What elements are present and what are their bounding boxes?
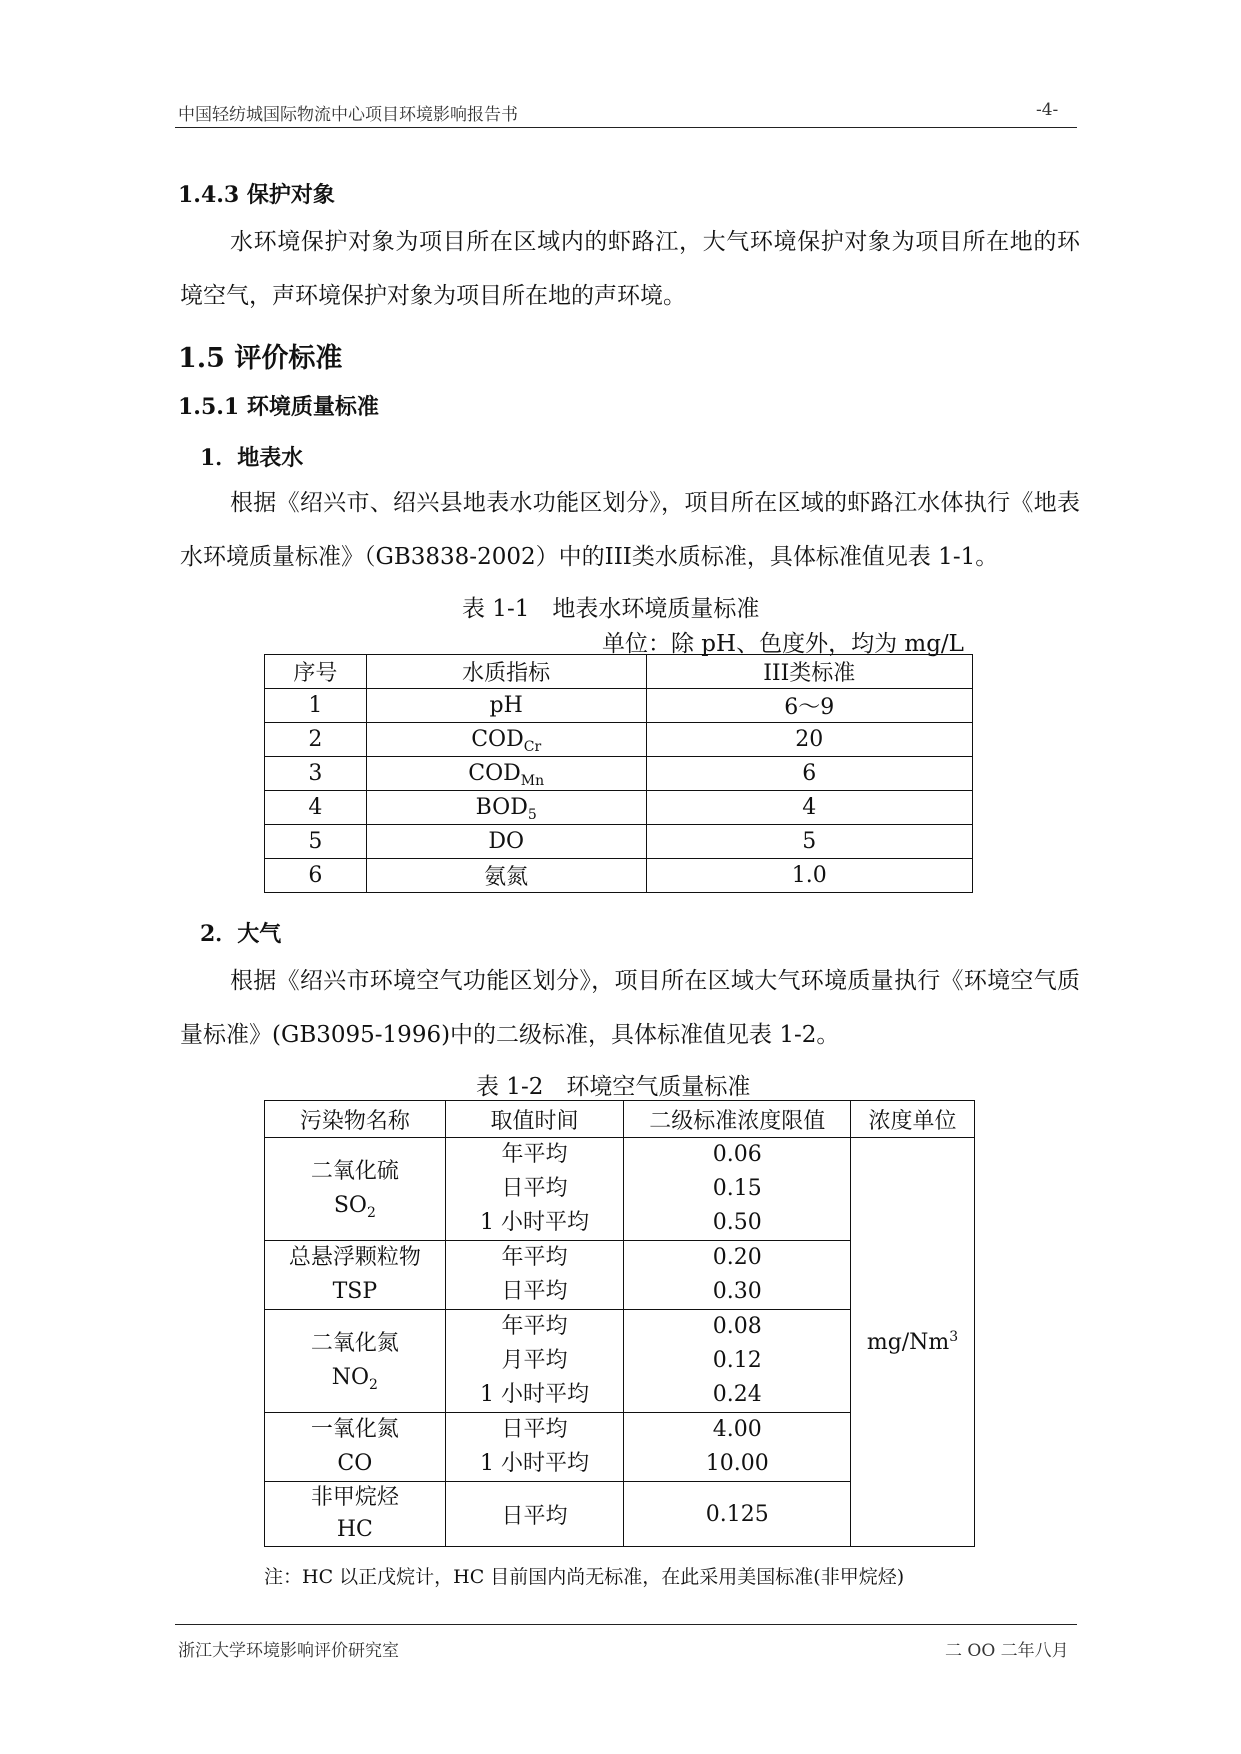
limit-value: 10.00	[705, 1451, 769, 1476]
table1-cell-indicator	[366, 859, 646, 893]
period: 日平均	[501, 1279, 568, 1304]
table1-cell-no: 5	[265, 825, 367, 859]
unit-cell	[851, 1138, 975, 1547]
period-cell	[445, 1413, 624, 1482]
pollutant-cell	[265, 1482, 446, 1547]
table1-cell-indicator	[366, 825, 646, 859]
table-row	[265, 689, 973, 723]
limit-value: 0.08	[712, 1314, 762, 1339]
limit-value: 0.12	[712, 1348, 762, 1373]
table1-caption: 表 1-1 地表水环境质量标准	[462, 596, 760, 622]
period: 日平均	[501, 1417, 568, 1442]
indicator-name: pH	[489, 693, 523, 718]
table1-cell-value: 6	[646, 757, 973, 791]
table1-header-row	[265, 655, 973, 689]
indicator-name: DO	[488, 829, 525, 854]
formula-subscript: 2	[366, 1205, 376, 1221]
indicator-subscript: Mn	[520, 773, 545, 789]
table1-cell-no: 2	[265, 723, 367, 757]
pollutant-name: 二氧化氮	[310, 1331, 399, 1356]
limit-value: 0.20	[712, 1245, 762, 1270]
period: 年平均	[501, 1142, 568, 1167]
limit-value: 0.15	[712, 1176, 762, 1201]
table-row	[265, 859, 973, 893]
formula-subscript: 2	[369, 1377, 378, 1393]
table2-header-unit: 浓度单位	[851, 1101, 975, 1138]
period-cell	[445, 1138, 624, 1241]
table1-cell-indicator	[366, 757, 646, 791]
limit-cell	[624, 1413, 851, 1482]
pollutant-cell	[265, 1138, 446, 1241]
period-cell: 日平均	[445, 1482, 624, 1547]
pollutant-formula: CO	[337, 1451, 373, 1476]
indicator-subscript: 5	[527, 807, 537, 823]
header-rule	[175, 127, 1077, 128]
table1-cell-indicator	[366, 791, 646, 825]
formula-base: NO	[331, 1365, 370, 1390]
page-number: -4-	[1036, 100, 1059, 120]
period: 年平均	[501, 1314, 568, 1339]
indicator-name: COD	[471, 727, 524, 752]
table1-cell-no: 3	[265, 757, 367, 791]
table-row	[265, 757, 973, 791]
paragraph-surface-water: 根据《绍兴市、绍兴县地表水功能区划分》，项目所在区域的虾路江水体执行《地表水环境质量标准》（GB3838-2002）中的III类水质标准，具体标准值见表 1-1。	[180, 490, 1080, 570]
period: 日平均	[501, 1176, 568, 1201]
table-row	[265, 723, 973, 757]
table-row	[265, 825, 973, 859]
pollutant-name: 总悬浮颗粒物	[288, 1245, 421, 1270]
table-row	[265, 1138, 975, 1241]
table1-unit-note: 单位：除 pH、色度外，均为 mg/L	[602, 631, 964, 657]
pollutant-formula: TSP	[332, 1279, 378, 1304]
period: 月平均	[501, 1348, 568, 1373]
table2-header-period: 取值时间	[445, 1101, 624, 1138]
footer-organization: 浙江大学环境影响评价研究室	[178, 1641, 399, 1661]
indicator-name: BOD	[475, 795, 528, 820]
table1-header-indicator: 水质指标	[366, 655, 646, 689]
table-row	[265, 791, 973, 825]
period-cell	[445, 1241, 624, 1310]
limit-value: 0.24	[712, 1382, 762, 1407]
limit-value: 4.00	[712, 1417, 762, 1442]
table2-header-pollutant: 污染物名称	[265, 1101, 446, 1138]
table1-cell-value: 20	[646, 723, 973, 757]
indicator-name: 氨氮	[484, 865, 529, 890]
table1-cell-value: 1.0	[646, 859, 973, 893]
period-cell	[445, 1310, 624, 1413]
table1-cell-value: 4	[646, 791, 973, 825]
pollutant-cell	[265, 1413, 446, 1482]
table1-cell-no: 1	[265, 689, 367, 723]
pollutant-formula: HC	[336, 1517, 373, 1542]
paragraph-atmosphere: 根据《绍兴市环境空气功能区划分》，项目所在区域大气环境质量执行《环境空气质量标准》(GB3095-1996)中的二级标准，具体标准值见表 1-2。	[180, 968, 1080, 1048]
table-surface-water-standard	[264, 654, 973, 893]
pollutant-name: 非甲烷烃	[310, 1485, 399, 1510]
pollutant-cell	[265, 1241, 446, 1310]
item-heading-atmosphere: 2．大气	[200, 921, 282, 947]
pollutant-name: 一氧化氮	[310, 1417, 399, 1442]
paragraph-protection-targets: 水环境保护对象为项目所在区域内的虾路江，大气环境保护对象为项目所在地的环境空气，声环境保护对象为项目所在地的声环境。	[180, 229, 1080, 309]
table1-cell-no: 4	[265, 791, 367, 825]
pollutant-cell	[265, 1310, 446, 1413]
table2-header-limit: 二级标准浓度限值	[624, 1101, 851, 1138]
table2-caption: 表 1-2 环境空气质量标准	[476, 1074, 751, 1100]
table1-header-no: 序号	[265, 655, 367, 689]
item-heading-surface-water: 1．地表水	[200, 445, 304, 471]
period: 1 小时平均	[480, 1451, 590, 1476]
pollutant-formula	[265, 1361, 445, 1395]
pollutant-formula	[265, 1189, 445, 1223]
footer-rule	[175, 1624, 1077, 1625]
limit-cell	[624, 1310, 851, 1413]
limit-cell	[624, 1241, 851, 1310]
table1-cell-value: 6～9	[646, 689, 973, 723]
table1-header-standard: III类标准	[646, 655, 973, 689]
limit-cell	[624, 1138, 851, 1241]
pollutant-name: 二氧化硫	[310, 1159, 399, 1184]
period: 年平均	[501, 1245, 568, 1270]
indicator-name: COD	[468, 761, 521, 786]
section-heading-1-4-3: 1.4.3 保护对象	[178, 182, 335, 208]
indicator-subscript: Cr	[523, 739, 542, 755]
limit-value: 0.30	[712, 1279, 762, 1304]
table1-cell-indicator	[366, 723, 646, 757]
period: 1 小时平均	[480, 1210, 590, 1235]
section-heading-1-5: 1.5 评价标准	[178, 343, 343, 374]
unit-superscript: 3	[949, 1328, 959, 1345]
limit-cell: 0.125	[624, 1482, 851, 1547]
limit-value: 0.06	[712, 1142, 762, 1167]
table2-footnote: 注：HC 以正戊烷计，HC 目前国内尚无标准，在此采用美国标准(非甲烷烃)	[264, 1566, 905, 1588]
section-heading-1-5-1: 1.5.1 环境质量标准	[178, 394, 379, 420]
period: 1 小时平均	[480, 1382, 590, 1407]
formula-base: SO	[333, 1193, 367, 1218]
running-header-title: 中国轻纺城国际物流中心项目环境影响报告书	[178, 105, 518, 125]
footer-date: 二 OO 二年八月	[945, 1641, 1069, 1661]
table1-cell-value: 5	[646, 825, 973, 859]
table2-header-row	[265, 1101, 975, 1138]
limit-value: 0.50	[712, 1210, 762, 1235]
table1-cell-indicator	[366, 689, 646, 723]
table1-cell-no: 6	[265, 859, 367, 893]
unit-base: mg/Nm	[866, 1329, 950, 1355]
table-air-quality-standard	[264, 1100, 975, 1547]
